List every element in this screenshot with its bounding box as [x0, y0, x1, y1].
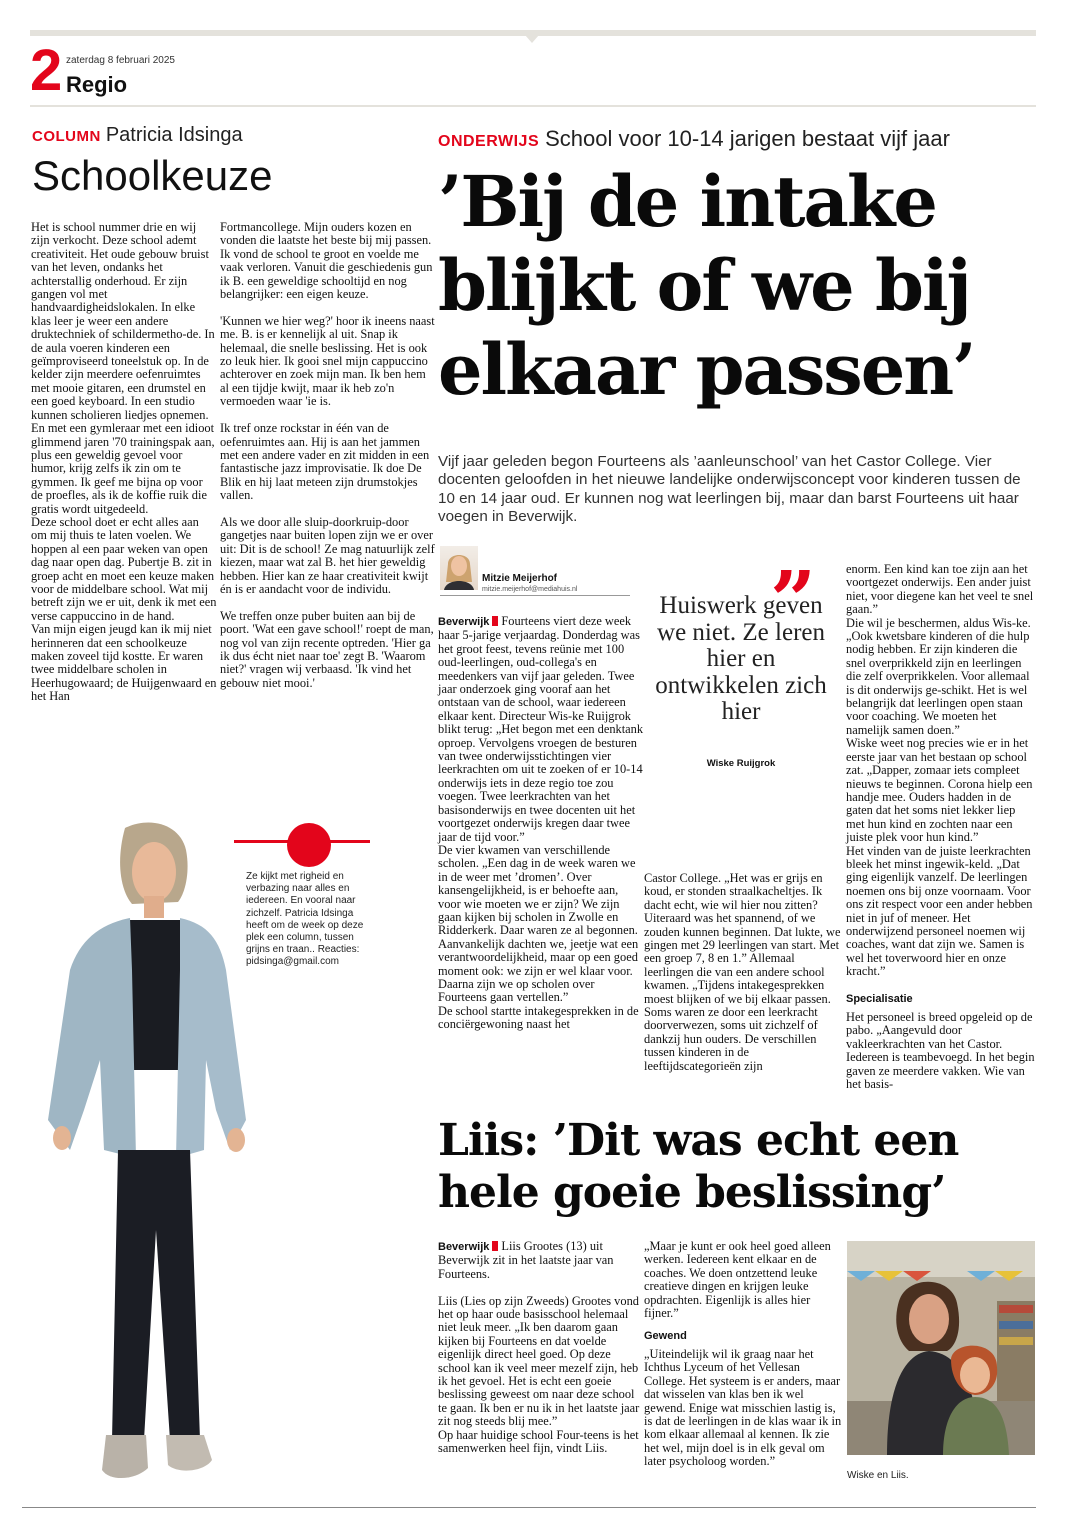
kicker-label: ONDERWIJS [438, 133, 540, 150]
column-bio [246, 871, 378, 969]
column-text-2: Fortmancollege. Mijn ouders kozen en vonden die laatste het beste bij mij passen. Ik vond de school te groot en voelde me vaak verloren. Vanuit die geschiedenis gun ik B. een geweldige schooltijd en nog belangrijker: een eigen keuze. 'Kunnen we hier weg?' hoor ik ineens naast me. B. is er kennelijk al uit. Snap ik helemaal, die snelle beslissing. Het is ook zo leuk hier. Ik gooi snel mijn cappuccino achterover en zoek mijn man. Ik ben hem al een tijdje kwijt, maar ik heb zo'n vermoeden waar 'ie is. Ik tref onze rockstar in één van de oefenruimtes aan. Hij is aan het jammen met een andere vader en zit midden in een fantastische jazz improvisatie. Ik doe De Blik en hij laat meteen zijn drumstokjes vallen. Als we door alle sluip-doorkruip-door gangetjes naar buiten lopen zijn we er over uit: Dit is de school! Ze mag natuurlijk zelf kiezen, maar wat zal B. het hier geweldig hebben. Hier kan ze haar creativiteit kwijt én is er aandacht voor de individu. We treffen onze puber buiten aan bij de poort. 'Wat een gave school!' roept de man, nog vol van zijn recente optreden. 'Hier ga ik dus écht niet naar toe' zegt B. 'Waarom niet?' vragen wij verbaasd. 'Ik vind het gebouw niet mooi.' [220, 220, 435, 690]
quote-mark-icon: ” [770, 553, 817, 647]
red-dot-icon [286, 822, 332, 868]
article2-text-2: „Maar je kunt er ook heel goed alleen werken. Iedereen kent elkaar en de coaches. We doen ontzettend leuke creatieve dingen en krijgen leuke opdrachten. Eigenlijk is alles hier fijner.” [644, 1239, 831, 1321]
article-text-2: Castor College. „Het was er grijs en koud, er stonden straalkacheltjes. Ik dacht echt, wie wil hier nou zitten? Uiteraard was het spannend, of we zouden kunnen beginnen. Dat lukte, we gingen met 29 leerlingen van start. Met een groep 7, 8 en 1.” Allemaal leerlingen die van een andere school kwamen. „Tijdens intakegesprekken moest blijken of we bij elkaar passen. Soms waren ze door een leerkracht doorverwezen, soms uit zichzelf of dankzij hun ouders. De verschillen tussen kinderen in de leeftijdscategorieën zijn [644, 871, 841, 1073]
photo-scene [847, 1241, 1035, 1455]
byline-avatar-icon [440, 546, 478, 590]
section-title: Regio [66, 72, 128, 97]
byline-photo [440, 546, 478, 590]
article-text-3b: Het personeel is breed opgeleid op de pabo. „Aangevuld door vakleerkrachten van het Castor. Iedereen is teambevoegd. In het begin gaven ze meerdere vakken. Wie van het basis- [846, 1010, 1035, 1092]
article-text-3: enorm. Een kind kan toe zijn aan het voortgezet onderwijs. Een ander juist niet, voor diegene kan het veel te snel gaan.” Die wil je beschermen, aldus Wis-ke. „Ook kwetsbare kinderen of die hulp nodig hebben. Er zijn kinderen die snel overprikkeld zijn en leerlingen die zelf overprikkelen. Voor allemaal is dit onderwijs ge-schikt. Het is wel belangrijk dat leerlingen open staan voor coaching. We moeten het namelijk samen doen.” Wiske weet nog precies wie er in het eerste jaar van het bestaan op school zat. „Dapper, zomaar iets compleet nieuws te beginnen. Corona hielp een handje mee. Ouders hadden in de gaten dat het soms niet lekker liep met hun kind en zochten naar een juiste plek voor hun kind.” Het vinden van de juiste leerkrachten bleek het minst ingewik-keld. „Dat ging eigenlijk vanzelf. De leerlingen noemen ons bij onze voornaam. Voor ons zit respect voor een ander hebben niet in juf of meneer. Het onderwijzend personeel noemen wij coaches, want dat zijn we. Samen is wel het toverwoord hier en onze kracht.” [846, 562, 1034, 979]
article2-text-1 [438, 1240, 644, 1456]
article2-dateline: Beverwijk [438, 1241, 490, 1253]
column-kicker [32, 124, 243, 147]
pull-quote-author: Wiske Ruijgrok [706, 758, 776, 769]
article-photo [847, 1241, 1035, 1455]
article-text-1 [438, 615, 644, 1032]
header-rule [30, 105, 1036, 107]
article2-col1: Liis Grootes (13) uit Beverwijk zit in het laatste jaar van Fourteens. Liis (Lies op zijn Zweeds) Grootes vond het op haar oude basisschool helemaal niet leuk meer. „Ik ben daarom gaan kijken bij Fourteens en dat voelde eigenlijk direct heel goed. Op deze school kan ik veel meer mezelf zijn, heb ik het gevoel. Het is echt een goeie beslissing geweest om naar deze school te gaan. Ik ben er nu ik in het laatste jaar zit nog steeds blij mee.” Op haar huidige school Four-teens is het samenwerken heel fijn, vindt Liis. [438, 1239, 640, 1456]
article-kicker [438, 126, 950, 152]
byline-email[interactable]: mitzie.meijerhof@mediahuis.nl [482, 586, 578, 593]
article-subhead: Specialisatie [846, 993, 913, 1005]
byline-rule [440, 595, 630, 596]
column-text-1: Het is school nummer drie en wij zijn verkocht. Deze school ademt creativiteit. Het oude gebouw bruist van het leven, ondanks het achterstallig onderhoud. Er zijn gangen vol met handvaardigheidslokalen. In elke klas leer je weer een andere druktechniek of schildermetho-de. In de aula voeren kinderen een geïmproviseerd toneelstuk op. In de kelder zijn meerdere oefenruimtes met mooie gitaren, een drumstel en een goed keyboard. In een studio kunnen scholieren liedjes opnemen. En met een gymleraar met een idioot glimmend jaren '70 trainingspak aan, plus een geweldig gevoel voor humor, krijg zelfs ik zin om te gymmen. Ik geef me bijna op voor de proefles, als ik de koffie ruik die gratis wordt uitgedeeld. Deze school doet er echt alles aan om mij thuis te laten voelen. We hoppen al een paar weken van open dag naar open dag. Pubertje B. zit in groep acht en moet een keuze maken voor de middelbare school. Wat mij betreft zijn we er uit, denk ik met een verse cappuccino in de hand. Van mijn eigen jeugd kan ik mij niet herinneren dat een schoolkeuze maken zoveel tijd kostte. Er waren twee middelbare scholen in Heerhugowaard; de Huijgenwaard en het Han [31, 220, 217, 704]
byline-name: Mitzie Meijerhof [482, 573, 558, 584]
dateline-marker [492, 616, 498, 626]
column-title: Schoolkeuze [32, 152, 273, 199]
bio-text: Ze kijkt met righeid en verbazing naar alles en iedereen. En vooral naar zichzelf. Patricia Idsinga heeft om de week op deze plek een column, tussen grijns en traan.. Reacties: [246, 871, 364, 956]
article-lead: Vijf jaar geleden begon Fourteens als ’aanleunschool’ van het Castor College. Vier docenten geloofden in het nieuwe landelijke onderwijsconcept voor kinderen tussen de 10 en 14 jaar oud. Er kunnen nog wat leerlingen bij, maar dan barst Fourteens uit haar voegen in Beverwijk. [438, 453, 1021, 525]
article-col1: Fourteens viert deze week haar 5-jarige verjaardag. Donderdag was het groot feest, tevens reünie met 100 oud-leerlingen, oud-collega's en meedenkers van vijf jaar geleden. Twee jaar onderzoek ging vooraf aan het ontstaan van de school, waar iedereen elkaar kent. Directeur Wis-ke Ruijgrok blikt terug: „Het begon met een denktank oproep. Vervolgens vroegen de besturen van twee onderwijsstichtingen vier leerkrachten om uit te zoeken of er 10-14 onderwijs iets in deze regio toe zou voegen. Twee leerkrachten van het basisonderwijs en twee docenten uit het voortgezet onderwijs kregen daar twee jaar de tijd voor.” De vier kwamen van verschillende scholen. „Een dag in de week waren we in de weer met ’dromen’. Over kansengelijkheid, is er behoefte aan, voor wie moeten we er zijn? We zijn gaan kijken bij scholen in Zwolle en Ridderkerk. Daar waren ze al begonnen. Aanvankelijk dachten we, jeetje wat een verantwoordelijkheid, maar op een goed moment ook: we zijn er wel klaar voor. Daarna zijn we op scholen over Fourteens gaan vertellen.” De school startte intakegesprekken in de conciërgewoning naast het [438, 614, 644, 1032]
article2-text-2b: „Uiteindelijk wil ik graag naar het Ichthus Lyceum of het Vellesan College. Het systeem is er anders, maar dat wisselen van klas ben ik wel gewend. Enige wat misschien lastig is, is dat de leerlingen in de klas waar ik in kom elkaar allemaal al kennen. Ik zie het wel, mijn doel is in elk geval om later psycholoog worden.” [644, 1347, 842, 1469]
issue-date: zaterdag 8 februari 2025 [66, 55, 175, 66]
column-author: Patricia Idsinga [105, 124, 243, 146]
article-headline: ’Bij de intake blijkt of we bij elkaar passen’ [438, 160, 975, 411]
kicker-text: School voor 10-14 jarigen bestaat vijf jaar [545, 126, 950, 151]
article2-dateline-marker [492, 1241, 498, 1251]
top-notch [525, 35, 539, 43]
author-portrait [40, 820, 260, 1508]
pull-quote: Huiswerk geven we niet. Ze leren hier en ontwikkelen zich hier [655, 592, 827, 725]
bottom-rule [22, 1507, 1036, 1508]
column-label: COLUMN [32, 128, 101, 145]
page-number: 2 [30, 38, 61, 103]
article2-subhead: Gewend [644, 1330, 687, 1342]
photo-caption: Wiske en Liis. [847, 1470, 909, 1481]
bio-email[interactable]: pidsinga@gmail.com [246, 956, 339, 968]
article2-headline: Liis: ’Dit was echt een hele goeie beslissing’ [438, 1115, 959, 1218]
dateline: Beverwijk [438, 616, 490, 628]
